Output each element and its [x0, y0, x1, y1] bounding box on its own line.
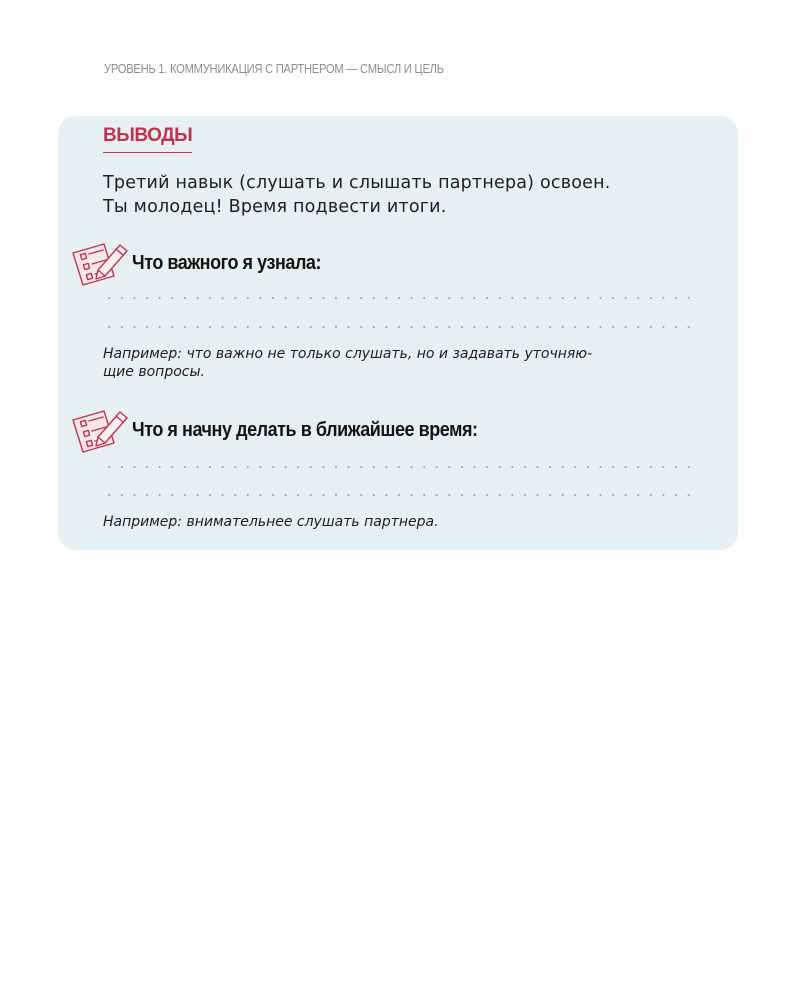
example-line-1: Например: внимательнее слушать партнера. [103, 514, 439, 530]
example-line-1: Например: что важно не только слушать, но и задавать уточняю- [103, 346, 593, 362]
intro-text [103, 171, 703, 219]
intro-line-1: Третий навык (слушать и слышать партнера) освоен. [103, 173, 611, 193]
conclusions-card [58, 116, 738, 550]
example-line-2: щие вопросы. [103, 364, 205, 380]
answer-line[interactable] [103, 297, 695, 299]
checklist-pencil-icon [70, 240, 130, 286]
example-text [103, 513, 703, 531]
running-head: УРОВЕНЬ 1. КОММУНИКАЦИЯ С ПАРТНЕРОМ — СМЫСЛ И ЦЕЛЬ [104, 61, 444, 76]
question-block-1 [70, 240, 730, 280]
section-title: ВЫВОДЫ [103, 125, 192, 153]
intro-line-2: Ты молодец! Время подвести итоги. [103, 197, 447, 217]
question-block-2 [70, 407, 730, 447]
answer-line[interactable] [103, 466, 695, 468]
example-text [103, 345, 703, 381]
answer-line[interactable] [103, 494, 695, 496]
answer-line[interactable] [103, 326, 695, 328]
question-text: Что я начну делать в ближайшее время: [132, 419, 478, 441]
question-text: Что важного я узнала: [132, 252, 322, 274]
checklist-pencil-icon [70, 407, 130, 453]
